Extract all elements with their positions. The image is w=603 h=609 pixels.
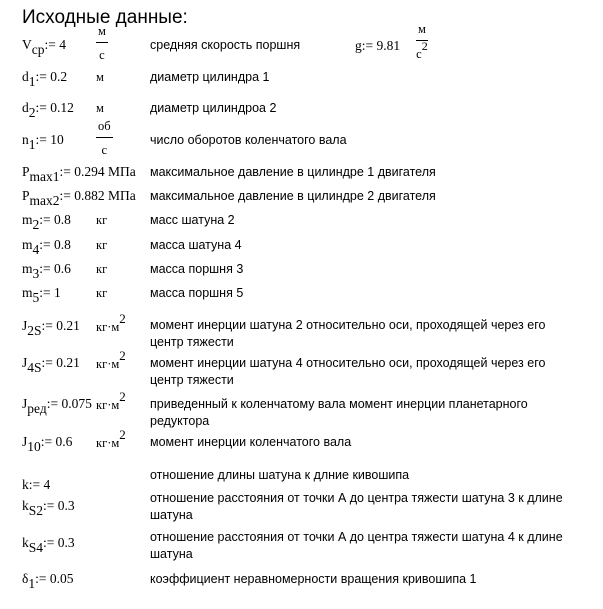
- unit-label: [96, 286, 107, 301]
- unit-label: [96, 311, 126, 335]
- variable-value: := 0.075: [46, 396, 92, 411]
- variable-name: n: [22, 132, 29, 147]
- variable-subscript: 1: [28, 576, 36, 591]
- unit-label: [96, 70, 104, 85]
- unit-denominator: с: [101, 143, 108, 157]
- variable-name: J: [22, 434, 28, 449]
- variable-name: δ: [22, 571, 29, 586]
- variable-description: приведенный к коленчатому вала момент инерции планетарного редуктора: [150, 397, 528, 428]
- variable-description: средняя скорость поршня: [150, 38, 301, 52]
- variable-description: число оборотов коленчатого вала: [150, 133, 347, 147]
- variable-subscript: max2: [29, 193, 60, 208]
- variable-definition: [22, 318, 80, 338]
- unit-label: [96, 213, 107, 228]
- variable-subscript: max1: [29, 169, 60, 184]
- unit-text: кг·м: [96, 436, 120, 450]
- unit-text: м: [96, 101, 104, 115]
- unit-label: [96, 238, 107, 253]
- variable-description: масса поршня 3: [150, 262, 244, 276]
- variable-definition: [22, 37, 66, 57]
- variable-value: := 0.6: [39, 261, 71, 276]
- unit-text: кг: [96, 286, 108, 300]
- variable-value: := 0.21: [41, 318, 80, 333]
- variable-definition: [22, 261, 71, 281]
- unit-label: [96, 101, 104, 116]
- unit-denominator: с: [99, 48, 105, 62]
- unit-text: кг·м: [96, 320, 120, 334]
- variable-subscript: 10: [27, 439, 41, 454]
- variable-value: := 4: [28, 477, 51, 492]
- variable-subscript: 1: [28, 74, 36, 89]
- unit-label: [96, 348, 126, 372]
- variable-name: P: [22, 164, 30, 179]
- variable-subscript: ред: [27, 401, 47, 416]
- variable-value: := 0.8: [39, 212, 71, 227]
- variable-definition: [22, 285, 61, 305]
- gravity-value: := 9.81: [361, 38, 401, 53]
- variable-description: момент инерции шатуна 4 относительно оси, проходящей через его центр тяжести: [150, 356, 546, 387]
- variable-definition: [22, 188, 136, 208]
- unit-numerator: м: [96, 24, 108, 43]
- variable-value: := 0.21: [41, 355, 80, 370]
- variable-description: коэффициент неравномерности вращения кривошипа 1: [150, 572, 477, 586]
- variable-definition: [22, 535, 75, 555]
- unit-exponent: 2: [119, 389, 126, 404]
- variable-definition: [22, 100, 74, 120]
- variable-definition: [22, 396, 95, 416]
- variable-name: k: [22, 535, 29, 550]
- variable-name: k: [22, 498, 29, 513]
- variable-definition: [22, 498, 75, 518]
- variable-value: := 0.6: [40, 434, 73, 449]
- variable-name: m: [22, 261, 33, 276]
- variable-value: := 0.05: [35, 571, 74, 586]
- variable-definition: [22, 477, 50, 493]
- unit-exponent: 2: [119, 427, 126, 442]
- variable-subscript: cp: [31, 42, 45, 57]
- unit-fraction: [96, 24, 108, 63]
- variable-value: := 1: [39, 285, 61, 300]
- variable-value: := 0.3: [43, 535, 75, 550]
- variable-subscript: 2: [32, 217, 40, 232]
- variable-name: d: [22, 100, 29, 115]
- variable-subscript: S4: [28, 540, 44, 555]
- variable-value: := 0.3: [43, 498, 75, 513]
- variable-definition: [22, 132, 64, 152]
- variable-name: m: [22, 212, 33, 227]
- variable-name: J: [22, 355, 28, 370]
- variable-subscript: 3: [32, 266, 40, 281]
- variable-description: диаметр цилиндроа 2: [150, 101, 277, 115]
- variable-definition: [22, 434, 73, 454]
- variable-name: J: [22, 318, 28, 333]
- variable-name: P: [22, 188, 30, 203]
- variable-description: масс шатуна 2: [150, 213, 235, 227]
- variable-description: отношение расстояния от точки А до центра тяжести шатуна 3 к длине шатуна: [150, 491, 563, 522]
- variable-description: момент инерции коленчатого вала: [150, 435, 352, 449]
- variable-subscript: 1: [28, 137, 36, 152]
- variable-name: J: [22, 396, 28, 411]
- variable-definition: [22, 164, 136, 184]
- variable-value: := 0.8: [39, 237, 71, 252]
- variable-definition: [22, 212, 71, 232]
- unit-text: кг: [96, 238, 108, 252]
- variable-subscript: 2: [28, 105, 36, 120]
- gravity-name: g: [355, 38, 362, 53]
- variable-description: отношение расстояния от точки А до центра тяжести шатуна 4 к длине шатуна: [150, 530, 563, 561]
- variable-description: максимальное давление в цилиндре 1 двигателя: [150, 165, 436, 179]
- variable-name: k: [22, 477, 29, 492]
- unit-text: кг·м: [96, 357, 120, 371]
- variable-definition: [22, 69, 68, 89]
- variable-subscript: 2S: [27, 323, 42, 338]
- variable-value: := 0.2: [35, 69, 68, 84]
- variable-description: диаметр цилиндра 1: [150, 70, 270, 84]
- variable-definition: [22, 355, 80, 375]
- variable-value: := 4: [44, 37, 66, 52]
- variable-name: m: [22, 285, 33, 300]
- unit-text: м: [96, 70, 104, 84]
- variable-description: момент инерции шатуна 2 относительно оси, проходящей через его центр тяжести: [150, 318, 546, 349]
- variable-value: := 0.294 МПа: [59, 164, 136, 179]
- unit-label: [96, 427, 126, 451]
- gravity-unit-sup: 2: [421, 39, 428, 53]
- unit-numerator: об: [96, 119, 113, 138]
- variable-description: максимальное давление в цилиндре 2 двигателя: [150, 189, 436, 203]
- variable-value: := 10: [35, 132, 64, 147]
- unit-text: кг·м: [96, 398, 120, 412]
- variable-subscript: S2: [28, 503, 44, 518]
- unit-text: кг: [96, 262, 108, 276]
- variable-value: := 0.12: [35, 100, 74, 115]
- variable-definition: [22, 237, 71, 257]
- variable-definition: [22, 571, 74, 591]
- variable-name: V: [22, 37, 32, 52]
- variable-description: масса поршня 5: [150, 286, 244, 300]
- unit-exponent: 2: [119, 311, 126, 326]
- variable-subscript: 5: [32, 290, 40, 305]
- gravity-unit-num: м: [416, 22, 428, 41]
- unit-label: [96, 389, 126, 413]
- unit-exponent: 2: [119, 348, 126, 363]
- unit-fraction: [96, 119, 113, 158]
- variable-description: масса шатуна 4: [150, 238, 242, 252]
- unit-text: кг: [96, 213, 108, 227]
- variable-name: d: [22, 69, 29, 84]
- gravity-unit-den: с: [416, 47, 422, 61]
- variable-description: отношение длины шатуна к длние кивошипа: [150, 468, 410, 482]
- variable-value: := 0.882 МПа: [59, 188, 136, 203]
- unit-label: [96, 262, 107, 277]
- variable-name: m: [22, 237, 33, 252]
- variable-subscript: 4S: [27, 360, 42, 375]
- variable-subscript: 4: [32, 242, 40, 257]
- section-title: Исходные данные:: [22, 7, 188, 28]
